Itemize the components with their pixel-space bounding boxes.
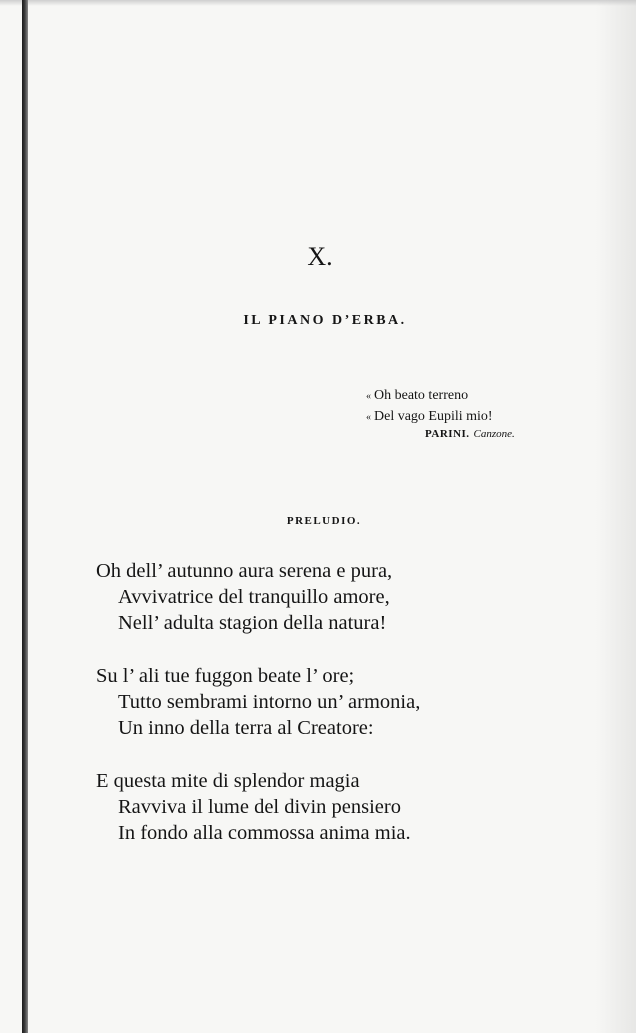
stanza — [96, 558, 536, 636]
epigraph-quote-mark: « — [366, 391, 371, 402]
epigraph-line-text: Del vago Eupili mio! — [374, 409, 493, 424]
epigraph-work: Canzone. — [473, 428, 515, 440]
epigraph-quote-mark: « — [366, 412, 371, 423]
verse-line: Tutto sembrami intorno un’ armonia, — [118, 691, 421, 713]
stanza — [96, 663, 536, 741]
epigraph-line — [366, 386, 536, 407]
epigraph-attribution — [425, 428, 515, 440]
poem — [96, 558, 536, 873]
epigraph-line — [366, 407, 536, 428]
section-title: PRELUDIO. — [286, 515, 362, 527]
chapter-title: IL PIANO D’ERBA. — [243, 313, 407, 328]
epigraph-line-text: Oh beato terreno — [374, 388, 469, 403]
verse-line: Un inno della terra al Creatore: — [118, 717, 374, 739]
verse-line: Su l’ ali tue fuggon beate l’ ore; — [96, 665, 355, 687]
stanza — [96, 768, 536, 846]
verse-line: Nell’ adulta stagion della natura! — [118, 612, 387, 634]
verse-line: E questa mite di splendor magia — [96, 770, 360, 792]
epigraph — [366, 386, 536, 428]
epigraph-author: PARINI. — [425, 428, 470, 440]
verse-line: Ravviva il lume del divin pensiero — [118, 796, 401, 818]
chapter-number: X. — [307, 242, 333, 271]
verse-line: Oh dell’ autunno aura serena e pura, — [96, 560, 393, 582]
verse-line: In fondo alla commossa anima mia. — [118, 822, 411, 844]
page-top-shadow — [0, 0, 636, 6]
verse-line: Avvivatrice del tranquillo amore, — [118, 586, 390, 608]
